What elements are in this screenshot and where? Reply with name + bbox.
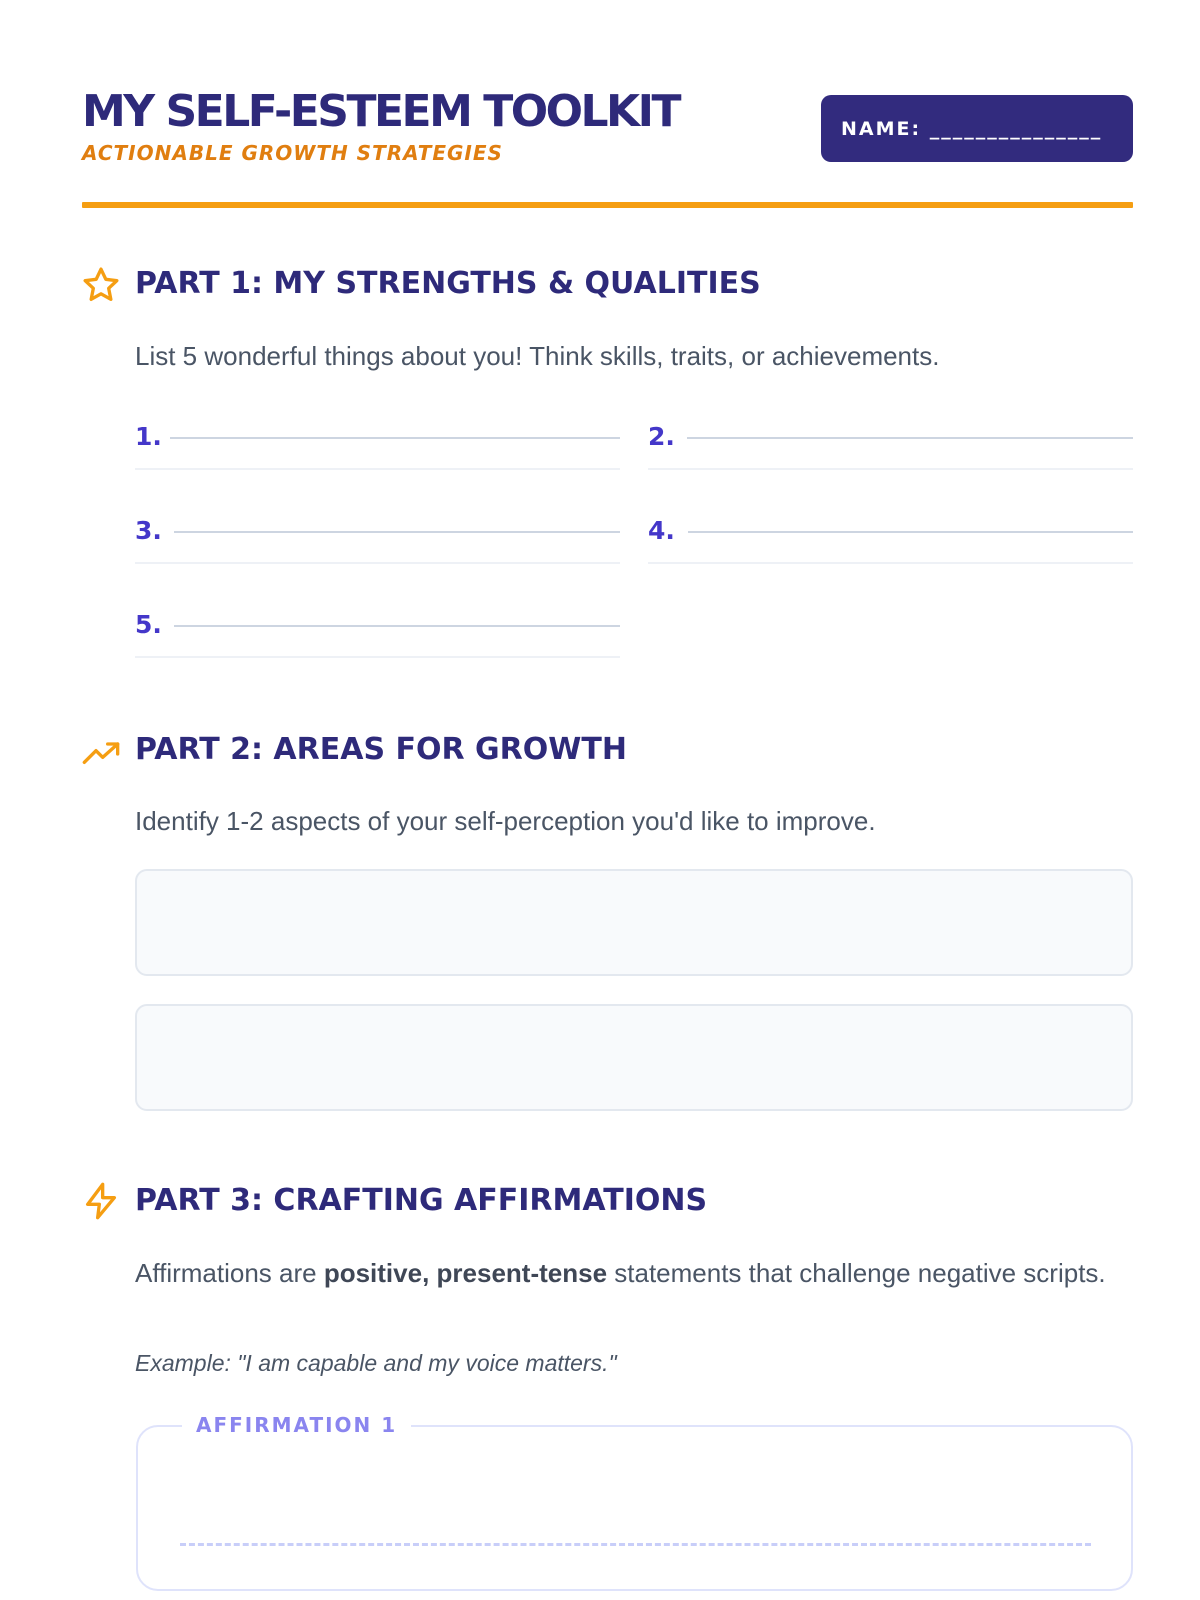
affirmation-label: AFFIRMATION 1 — [182, 1410, 411, 1440]
part3-description — [135, 1251, 1133, 1295]
part1-description: List 5 wonderful things about you! Think skills, traits, or achievements. — [135, 341, 940, 371]
write-line[interactable] — [174, 625, 620, 627]
lightning-icon — [81, 1181, 121, 1221]
star-icon — [81, 265, 121, 305]
strength-number: 4. — [648, 516, 675, 545]
worksheet-header — [82, 86, 1133, 206]
part2-description: Identify 1-2 aspects of your self-perception you'd like to improve. — [135, 806, 876, 836]
part1-title: PART 1: MY STRENGTHS & QUALITIES — [135, 266, 761, 301]
strength-item-4[interactable] — [648, 504, 1133, 564]
strength-item-5[interactable] — [135, 598, 620, 658]
strength-number: 3. — [135, 516, 162, 545]
name-field-badge[interactable]: NAME: _______________ — [821, 95, 1133, 162]
strength-number: 1. — [135, 422, 162, 451]
part3-description-pre: Affirmations are — [135, 1258, 324, 1288]
part3-description-post: statements that challenge negative scripts. — [607, 1258, 1106, 1288]
strength-number: 2. — [648, 422, 675, 451]
write-line[interactable] — [688, 531, 1133, 533]
strength-item-2[interactable] — [648, 410, 1133, 470]
page-subtitle: ACTIONABLE GROWTH STRATEGIES — [82, 141, 503, 165]
affirmation-write-line[interactable] — [180, 1543, 1091, 1546]
write-line[interactable] — [687, 437, 1133, 439]
growth-input-box-1[interactable] — [135, 869, 1133, 976]
part2-title: PART 2: AREAS FOR GROWTH — [135, 732, 627, 767]
growth-input-box-2[interactable] — [135, 1004, 1133, 1111]
strength-number: 5. — [135, 610, 162, 639]
affirmation-example: Example: "I am capable and my voice matters." — [135, 1350, 617, 1376]
part3-description-bold: positive, present-tense — [323, 1258, 608, 1288]
header-divider — [82, 202, 1133, 208]
write-line[interactable] — [170, 437, 620, 439]
write-line[interactable] — [174, 531, 620, 533]
affirmation-box-1[interactable] — [136, 1413, 1133, 1591]
strength-item-1[interactable] — [135, 410, 620, 470]
trending-up-icon — [81, 734, 121, 774]
part3-title: PART 3: CRAFTING AFFIRMATIONS — [135, 1183, 708, 1218]
page-title: MY SELF-ESTEEM TOOLKIT — [82, 86, 680, 137]
strength-item-3[interactable] — [135, 504, 620, 564]
